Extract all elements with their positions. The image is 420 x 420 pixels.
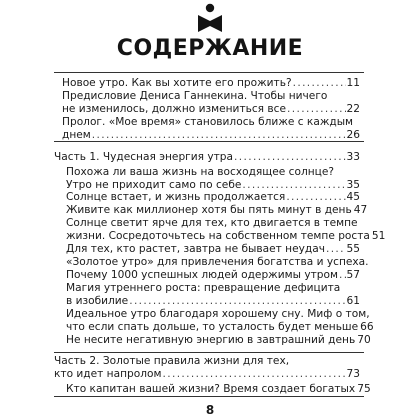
toc-entry[interactable]: [66, 382, 371, 397]
toc-entry-title: Солнце встает, и жизнь продолжается: [66, 191, 286, 203]
toc-entry-title: Похожа ли ваша жизнь на восходящее солнце?: [66, 166, 335, 178]
dot-leader: [92, 128, 346, 143]
toc-entry-title: Новое утро. Как вы хотите его прожить?: [62, 77, 292, 89]
toc-entry-title: в изобилие: [66, 295, 129, 307]
toc-entry-title: Кто капитан вашей жизни? Время создает богатых: [66, 383, 356, 395]
toc-entry-page: 22: [346, 103, 360, 115]
toc-part-heading[interactable]: [54, 150, 360, 165]
toc-entry-title: Магия утреннего роста: превращение дефицита: [66, 282, 341, 294]
toc-entry-title: днем: [62, 129, 91, 141]
toc-entry-title: «Золотое утро» для привлечения богатства и успеха.: [66, 256, 369, 268]
toc-entry-title: Предисловие Дениса Ганнекина. Чтобы ничего: [62, 90, 328, 102]
toc-entry[interactable]: [62, 128, 360, 143]
toc-entry-page: 66: [360, 321, 374, 333]
toc-entry-title: не изменилось, должно измениться все: [62, 103, 287, 115]
toc-entry-title: Для тех, кто растет, завтра не бывает неудач: [66, 243, 325, 255]
toc-section-part2: [54, 355, 371, 397]
toc-entry-title: Пролог. «Мое время» становилось ближе с каждым: [62, 116, 354, 128]
toc-entry-page: 26: [346, 129, 360, 141]
toc-entry-page: 33: [346, 151, 360, 163]
toc-entry-page: 61: [346, 295, 360, 307]
toc-entry-title: Часть 2. Золотые правила жизни для тех,: [54, 355, 290, 367]
page-number: 8: [205, 403, 215, 417]
toc-entry-title: Утро не приходит само по себе: [66, 179, 242, 191]
toc-entry-page: 35: [346, 179, 360, 191]
dot-leader: [234, 150, 345, 165]
toc-entry-title: Живите как миллионер хотя бы пять минут в день: [66, 204, 352, 216]
toc-entry-page: 45: [346, 191, 360, 203]
dot-leader: [162, 367, 345, 382]
page-title: СОДЕРЖАНИЕ: [116, 36, 304, 61]
toc-part-heading[interactable]: [54, 367, 360, 382]
toc-entry-page: 75: [357, 383, 371, 395]
toc-section-intro: [54, 72, 364, 142]
toc-entry-page: 73: [346, 368, 360, 380]
toc-entry-page: 47: [353, 204, 368, 216]
toc-entry-title: кто идет напролом: [54, 368, 162, 380]
toc-entry-title: Часть 1. Чудесная энергия утра: [54, 151, 234, 163]
toc-entry-page: 11: [346, 77, 360, 89]
toc-entry-page: 51: [371, 230, 386, 242]
toc-entry-page: 55: [346, 243, 360, 255]
toc-entry-title: Идеальное утро благодаря хорошему сну. Миф о том,: [66, 308, 370, 320]
toc-entry-title: жизни. Сосредоточьтесь на собственном темпе роста: [66, 230, 370, 242]
toc-entry-title: Солнце светит ярче для тех, кто двигается в темпе: [66, 217, 358, 229]
toc-entry-title: Не несите негативную энергию в завтрашний день: [66, 334, 356, 346]
publisher-logo-icon: [197, 3, 223, 33]
toc-entry[interactable]: [66, 333, 371, 348]
toc-section-part1: [54, 150, 386, 353]
toc-entry-page: 57: [346, 269, 360, 281]
toc-entry-title: что если спать дольше, то усталость будет меньше: [66, 321, 359, 333]
toc-entry-title: Почему 1000 успешных людей одержимы утром: [66, 269, 338, 281]
toc-entry-page: 70: [357, 334, 371, 346]
